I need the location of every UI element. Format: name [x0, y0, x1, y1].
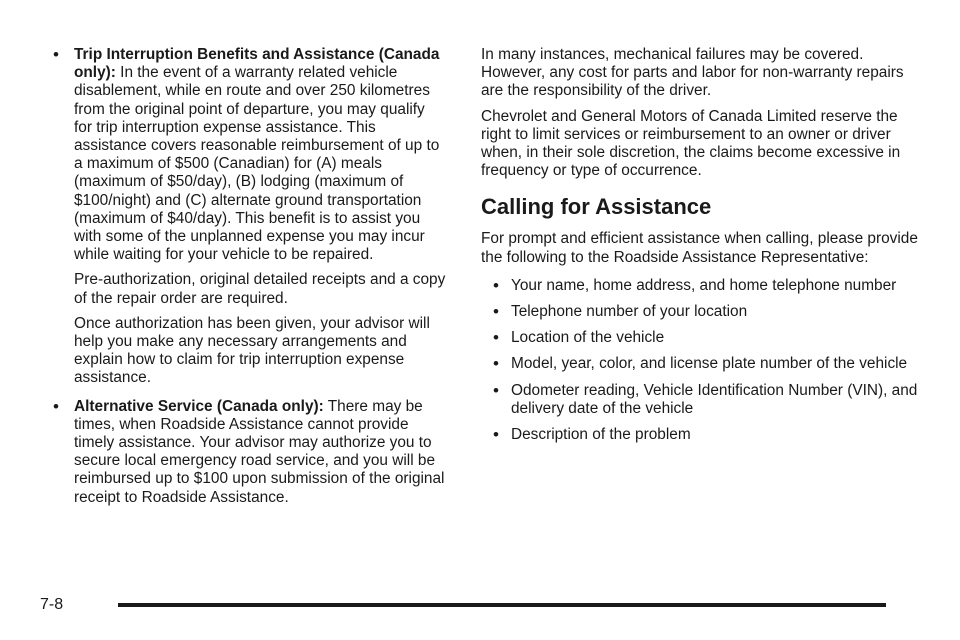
bullet-icon: • — [53, 396, 59, 416]
footer-rule — [118, 603, 886, 607]
calling-intro-paragraph: For prompt and efficient assistance when calling, please provide the following to the Roadside Assistance Representative: — [481, 230, 918, 266]
bullet-body: In the event of a warranty related vehicle disablement, while en route and over 250 kilometres from the original point of departure, you may qualify for trip interruption expense assistance. This assistance covers reasonable reimbursement of up to a maximum of $500 (Canadian) for (A) meals (maximum of $50/day), (B) lodging (maximum of $100/night) and (C) alternate ground transportation (maximum of $40/day). This benefit is to assist you with some of the unplanned expense you may incur while waiting for your vehicle to be repaired. — [74, 64, 440, 264]
bullet-alternative-service — [46, 398, 446, 507]
bullet-lead: Alternative Service (Canada only): — [74, 397, 324, 415]
list-item: • Telephone number of your location — [493, 302, 748, 322]
page-number: 7-8 — [40, 596, 64, 613]
reserve-right-paragraph: Chevrolet and General Motors of Canada Limited reserve the right to limit services or reimbursement to an owner or driver when, in their sole discretion, the claims become excessive in frequency or type of occurrence. — [481, 107, 901, 180]
bullet-icon: • — [493, 302, 499, 322]
bullet-trip-interruption — [46, 46, 446, 264]
list-item: • Description of the problem — [493, 425, 691, 445]
section-heading: Calling for Assistance — [481, 194, 712, 220]
bullet-icon: • — [493, 328, 499, 348]
right-column — [481, 46, 921, 452]
bullet-icon: • — [493, 354, 499, 374]
list-item: • Odometer reading, Vehicle Identification Number (VIN), and delivery date of the vehicle — [493, 380, 918, 417]
caller-info-list — [481, 277, 921, 444]
bullet-body: There may be times, when Roadside Assistance cannot provide timely assistance. Your advisor may authorize you to secure local emergency road service, and you will be reimbursed up to $100 upon submission of the original receipt to Roadside Assistance. — [74, 397, 445, 506]
mechanical-failures-paragraph: In many instances, mechanical failures may be covered. However, any cost for parts and labor for non-warranty repairs are the responsibility of the driver. — [481, 46, 904, 100]
authorization-paragraph: Once authorization has been given, your advisor will help you make any necessary arrangements and explain how to claim for trip interruption expense assistance. — [74, 314, 430, 387]
pre-authorization-paragraph: Pre-authorization, original detailed receipts and a copy of the repair order are required. — [74, 271, 446, 307]
bullet-lead: Trip Interruption Benefits and Assistance (Canada only): — [74, 46, 440, 82]
bullet-icon: • — [493, 275, 499, 295]
bullet-icon: • — [493, 380, 499, 400]
list-item: • Your name, home address, and home telephone number — [493, 275, 897, 295]
list-item: • Location of the vehicle — [493, 328, 665, 348]
bullet-icon: • — [493, 425, 499, 445]
left-column — [46, 46, 446, 507]
bullet-icon: • — [53, 45, 59, 64]
list-item: • Model, year, color, and license plate number of the vehicle — [493, 354, 908, 374]
